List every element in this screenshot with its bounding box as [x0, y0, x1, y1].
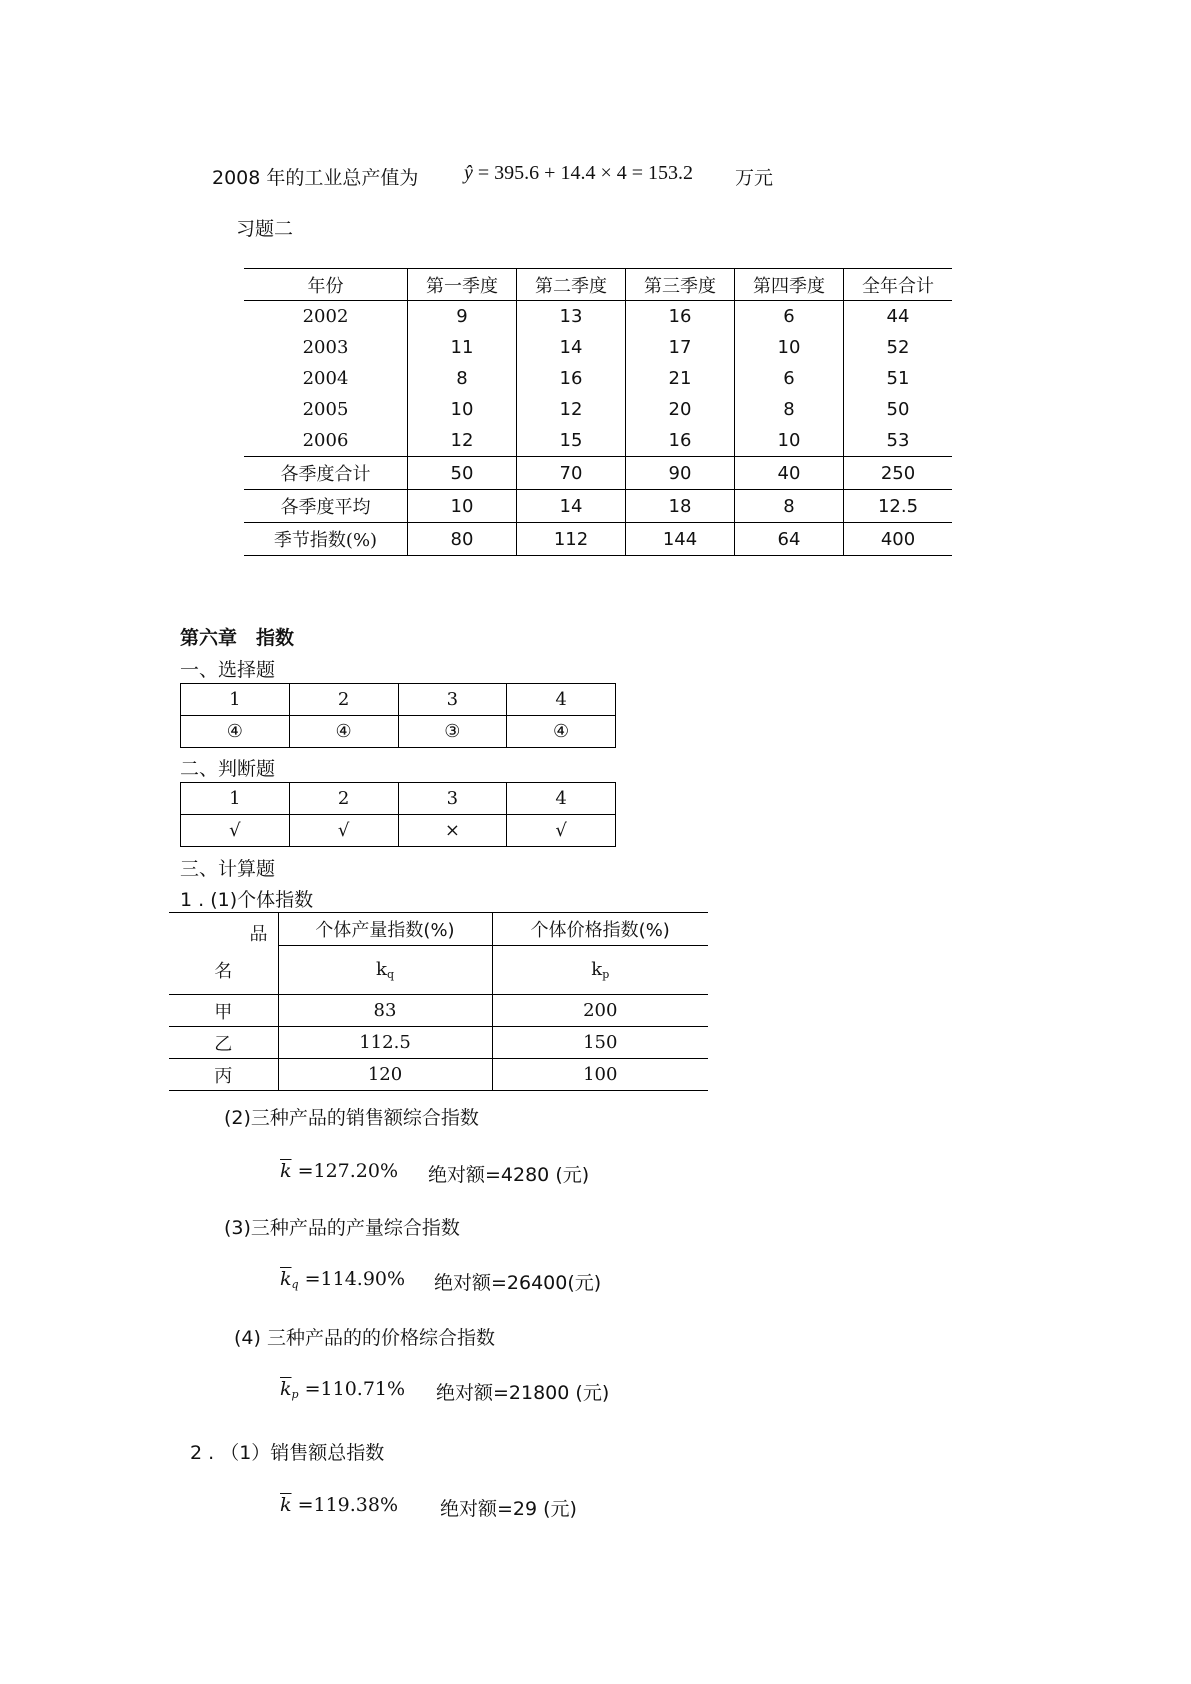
q1-4-value: =110.71% [304, 1378, 406, 1400]
cell: 8 [735, 490, 844, 523]
cell: 12 [517, 394, 626, 425]
cell: 2 [289, 684, 398, 716]
q2-1-formula [280, 1494, 398, 1516]
table-row [169, 995, 708, 1027]
cell: 112.5 [278, 1027, 492, 1059]
cell: 8 [735, 394, 844, 425]
intro-formula: ŷ = 395.6 + 14.4 × 4 = 153.2 [464, 162, 694, 184]
cell: 16 [517, 363, 626, 394]
cell: 15 [517, 425, 626, 457]
cell: 50 [408, 457, 517, 490]
cell: ④ [289, 716, 398, 748]
header-ming: 名 [214, 960, 233, 982]
header-quantity-index: 个体产量指数(%) [278, 913, 492, 946]
q1-3-formula [280, 1268, 405, 1291]
k-bar-symbol: $\overline{k}$ [280, 1268, 292, 1290]
cell: 14 [517, 490, 626, 523]
header-q3: 第三季度 [626, 269, 735, 301]
q-subscript: q [291, 1278, 299, 1291]
cell: 甲 [169, 995, 278, 1027]
cell: 乙 [169, 1027, 278, 1059]
cell: 10 [735, 425, 844, 457]
cell: 80 [408, 523, 517, 556]
cell: 2003 [302, 337, 349, 358]
cell: 4 [507, 684, 616, 716]
cell: 52 [844, 332, 953, 363]
cell: 53 [844, 425, 953, 457]
cell: √ [181, 815, 290, 847]
table-row [244, 363, 952, 394]
cell: 400 [844, 523, 953, 556]
table-row [244, 394, 952, 425]
y-hat-symbol: ŷ [464, 162, 473, 184]
cell: 120 [278, 1059, 492, 1091]
cell: 6 [735, 363, 844, 394]
cell: 17 [626, 332, 735, 363]
cell: ④ [181, 716, 290, 748]
cell: 3 [398, 783, 507, 815]
season-average-row [244, 490, 952, 523]
table-row [244, 425, 952, 457]
calc-section-title: 三、计算题 [180, 858, 276, 880]
table-row [181, 684, 616, 716]
cell: 各季度平均 [244, 490, 408, 523]
cell: 12.5 [844, 490, 953, 523]
cell: 2002 [302, 306, 349, 327]
table-row [244, 332, 952, 363]
cell: 50 [844, 394, 953, 425]
cell: 2006 [302, 430, 349, 451]
table-row [181, 783, 616, 815]
table-row [244, 301, 952, 333]
header-q2: 第二季度 [517, 269, 626, 301]
cell: 8 [408, 363, 517, 394]
cell: √ [289, 815, 398, 847]
intro-suffix: 万元 [735, 167, 774, 189]
judge-section-title: 二、判断题 [180, 758, 276, 780]
cell: 10 [408, 394, 517, 425]
exercise2-title: 习题二 [236, 218, 294, 240]
q2-1-absolute: 绝对额=29 (元) [440, 1498, 577, 1520]
header-year: 年份 [244, 269, 408, 301]
q1-2-title: (2)三种产品的销售额综合指数 [224, 1107, 479, 1129]
cell: 90 [626, 457, 735, 490]
q1-3-absolute: 绝对额=26400(元) [434, 1272, 602, 1294]
cell: 83 [278, 995, 492, 1027]
q1-3-value: =114.90% [304, 1268, 406, 1290]
kq-symbol: $k_q$ [278, 946, 492, 995]
header-total: 全年合计 [844, 269, 953, 301]
cell: 9 [408, 301, 517, 333]
cell: 12 [408, 425, 517, 457]
cell: 18 [626, 490, 735, 523]
cell: 季节指数(%) [244, 523, 408, 556]
table-subheader-row [169, 946, 708, 995]
cell: 6 [735, 301, 844, 333]
q1-3-title: (3)三种产品的产量综合指数 [224, 1217, 460, 1239]
q2-1-value: =119.38% [297, 1494, 399, 1516]
cell: 112 [517, 523, 626, 556]
cell: 1 [181, 783, 290, 815]
cell: 44 [844, 301, 953, 333]
table-row [169, 1059, 708, 1091]
cell: 100 [492, 1059, 708, 1091]
cell: ④ [507, 716, 616, 748]
intro-prefix: 2008 年的工业总产值为 [212, 167, 419, 189]
q1-4-formula [280, 1378, 405, 1401]
q1-4-absolute: 绝对额=21800 (元) [436, 1382, 610, 1404]
cell: 3 [398, 684, 507, 716]
cell: 14 [517, 332, 626, 363]
q1-2-absolute: 绝对额=4280 (元) [428, 1164, 590, 1186]
kp-symbol: $k_p$ [492, 946, 708, 995]
choice-answer-table [180, 683, 616, 748]
header-q1: 第一季度 [408, 269, 517, 301]
cell: 丙 [169, 1059, 278, 1091]
cell: 200 [492, 995, 708, 1027]
q1-title: 1 . (1)个体指数 [180, 889, 314, 911]
q1-2-value: =127.20% [297, 1160, 399, 1182]
cell: 150 [492, 1027, 708, 1059]
individual-index-table [169, 912, 708, 1091]
cell: 2004 [302, 368, 349, 389]
table-header-row [169, 913, 708, 946]
cell: 70 [517, 457, 626, 490]
cell: 10 [735, 332, 844, 363]
table-row [169, 1027, 708, 1059]
q1-4-title: (4) 三种产品的的价格综合指数 [234, 1327, 495, 1349]
cell: 40 [735, 457, 844, 490]
cell: 4 [507, 783, 616, 815]
choice-section-title: 一、选择题 [180, 659, 276, 681]
p-subscript: p [291, 1388, 299, 1401]
cell: 64 [735, 523, 844, 556]
k-bar-symbol: $\overline{k}$ [280, 1378, 292, 1400]
cell: 11 [408, 332, 517, 363]
cell: 2 [289, 783, 398, 815]
cell: 144 [626, 523, 735, 556]
cell: × [398, 815, 507, 847]
table-row [181, 716, 616, 748]
header-pin: 品 [169, 913, 278, 946]
cell: 16 [626, 301, 735, 333]
seasonal-index-row [244, 523, 952, 556]
intro-formula-body: 395.6 + 14.4 × 4 = 153.2 [494, 162, 694, 184]
cell: √ [507, 815, 616, 847]
seasonal-index-table [244, 268, 952, 556]
cell: 2005 [302, 399, 349, 420]
header-q4: 第四季度 [735, 269, 844, 301]
cell: 各季度合计 [244, 457, 408, 490]
cell: ③ [398, 716, 507, 748]
cell: 20 [626, 394, 735, 425]
season-total-row [244, 457, 952, 490]
cell: 1 [181, 684, 290, 716]
cell: 51 [844, 363, 953, 394]
k-bar-symbol: $\overline{k}$ [280, 1494, 292, 1516]
chapter-title: 第六章 指数 [180, 627, 295, 649]
k-bar-symbol: $\overline{k}$ [280, 1160, 292, 1182]
cell: 10 [408, 490, 517, 523]
table-row [181, 815, 616, 847]
cell: 13 [517, 301, 626, 333]
table-header-row [244, 269, 952, 301]
cell: 16 [626, 425, 735, 457]
judge-answer-table [180, 782, 616, 847]
q2-title: 2 . （1）销售额总指数 [190, 1442, 385, 1464]
cell: 250 [844, 457, 953, 490]
header-price-index: 个体价格指数(%) [492, 913, 708, 946]
q1-2-formula [280, 1160, 398, 1182]
cell: 21 [626, 363, 735, 394]
